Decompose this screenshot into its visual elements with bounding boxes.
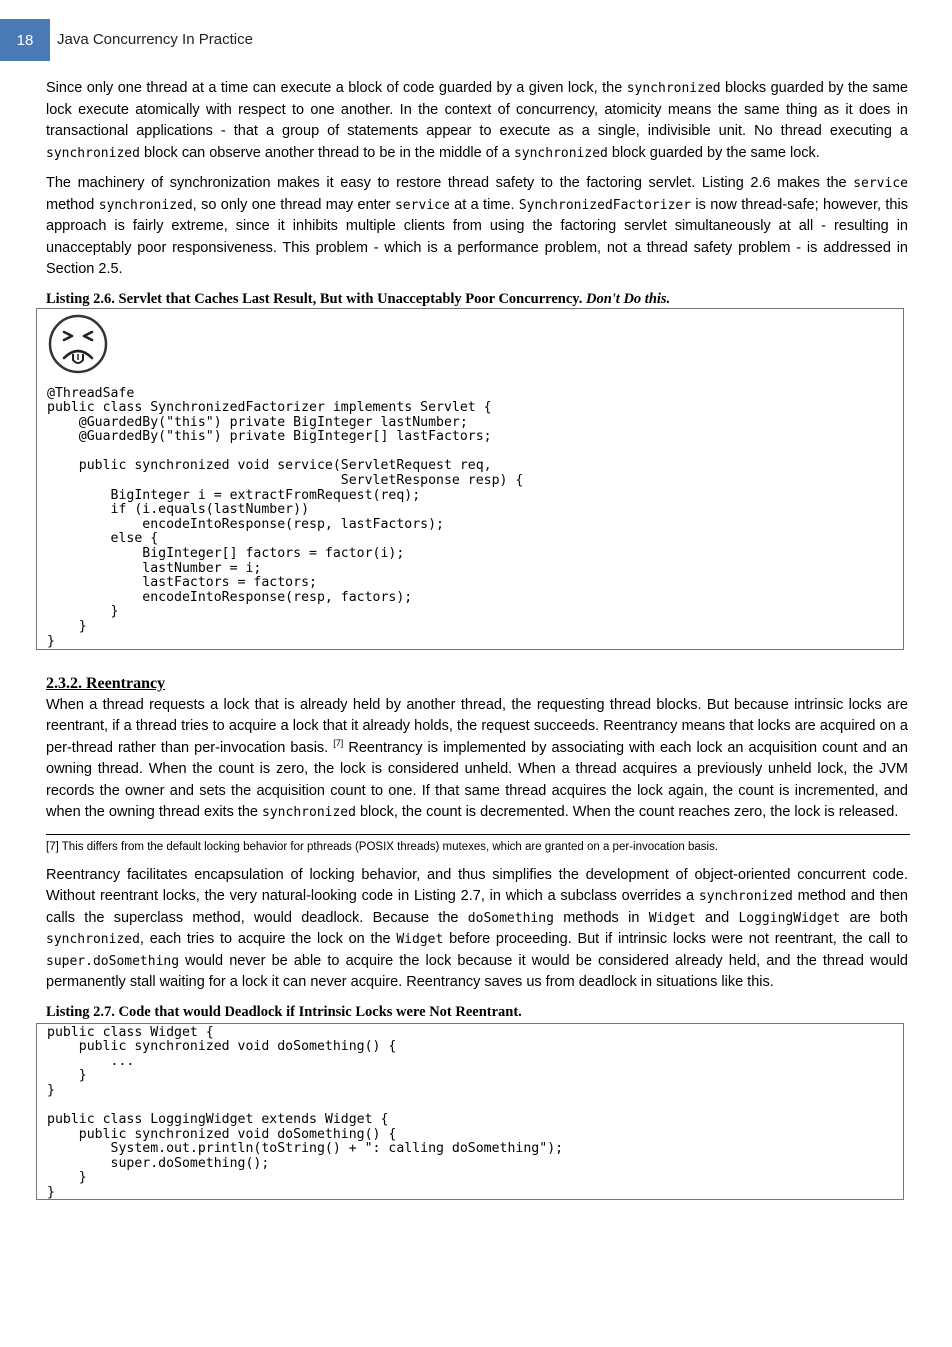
paragraph-synchronized-servlet: The machinery of synchronization makes it easy to restore thread safety to the factoring servlet. Listing 2.6 makes the service method synchronized, so only one thread may enter service at a time. SynchronizedFactorizer is now thread-safe; however, this approach is fairly extreme, since it inhibits multiple clients from using the factoring servlet simultaneously at all - resulting in unacceptably poor responsiveness. This problem - which is a performance problem, not a thread safety problem - is addressed in Section 2.5. [46,175,908,277]
page-content [46,78,908,1200]
bad-face-icon [47,313,109,375]
paragraph-reentrancy-benefits: Reentrancy facilitates encapsulation of locking behavior, and thus simplifies the development of object-oriented concurrent code. Without reentrant locks, the very natural-looking code in Listing 2.7, in which a subclass overrides a synchronized method and then calls the superclass method, would deadlock. Because the doSomething methods in Widget and LoggingWidget are both synchronized, each tries to acquire the lock on the Widget before proceeding. But if intrinsic locks were not reentrant, the call to super.doSomething would never be able to acquire the lock because it would be considered already held, and the thread would permanently stall waiting for a lock it can never acquire. Reentrancy saves us from deadlock in situations like this. [46,866,908,990]
listing-2-6-caption: Listing 2.6. Servlet that Caches Last Result, But with Unacceptably Poor Concurrency. Don't Do this. [46,290,671,307]
page-number: 18 [0,19,50,61]
listing-2-7-caption: Listing 2.7. Code that would Deadlock if Intrinsic Locks were Not Reentrant. [46,1003,522,1020]
footnote-ref-7[interactable]: [7] [333,737,344,748]
listing-2-6-code-box [36,308,904,650]
section-title-reentrancy[interactable]: 2.3.2. Reentrancy [46,674,166,692]
paragraph-reentrancy: When a thread requests a lock that is already held by another thread, the requesting thread blocks. But because intrinsic locks are reentrant, if a thread tries to acquire a lock that it already holds, the request succeeds. Reentrancy means that locks are acquired on a per-thread rather than per-invocation basis. [7] Reentrancy is implemented by associating with each lock an acquisition count and an owning thread. When the count is zero, the lock is considered unheld. When a thread acquires a previously unheld lock, the JVM records the owner and sets the acquisition count to one. If that same thread acquires the lock again, the count is incremented, and when the owning thread exits the synchronized block, the count is decremented. When the count reaches zero, the lock is released. [46,696,908,820]
page-header [0,19,400,61]
listing-2-7-code: public class Widget { public synchronized void doSomething() { ... } } public class LoggingWidget extends Widget { public synchronized void doSomething() { System.out.println(toString() + ": calling doSomething"); super.doSomething(); } } [47,1024,564,1201]
listing-2-6-code: @ThreadSafe public class SynchronizedFactorizer implements Servlet { @GuardedBy("this") private BigInteger lastNumber; @GuardedBy("this") private BigInteger[] lastFactors; public synchronized void service(ServletRequest req, ServletResponse resp) { BigInteger i = extractFromRequest(req); if (i.equals(lastNumber)) encodeIntoResponse(resp, lastFactors); else { BigInteger[] factors = factor(i); lastNumber = i; lastFactors = factors; encodeIntoResponse(resp, factors); } } } [47,385,524,649]
book-title: Java Concurrency In Practice [57,31,253,48]
paragraph-atomicity: Since only one thread at a time can execute a block of code guarded by a given lock, the synchronized blocks guarded by the same lock execute atomically with respect to one another. In the context of concurrency, atomicity means the same thing as it does in transactional applications - that a group of statements appear to execute as a single, indivisible unit. No thread executing a synchronized block can observe another thread to be in the middle of a synchronized block guarded by the same lock. [46,80,908,161]
listing-warning: Don't Do this. [585,290,671,307]
footnote-7: [7] This differs from the default locking behavior for pthreads (POSIX threads) mutexes, which are granted on a per-invocation basis. [46,840,719,853]
listing-2-7-code-box [36,1023,904,1200]
footnote-divider [46,834,910,835]
